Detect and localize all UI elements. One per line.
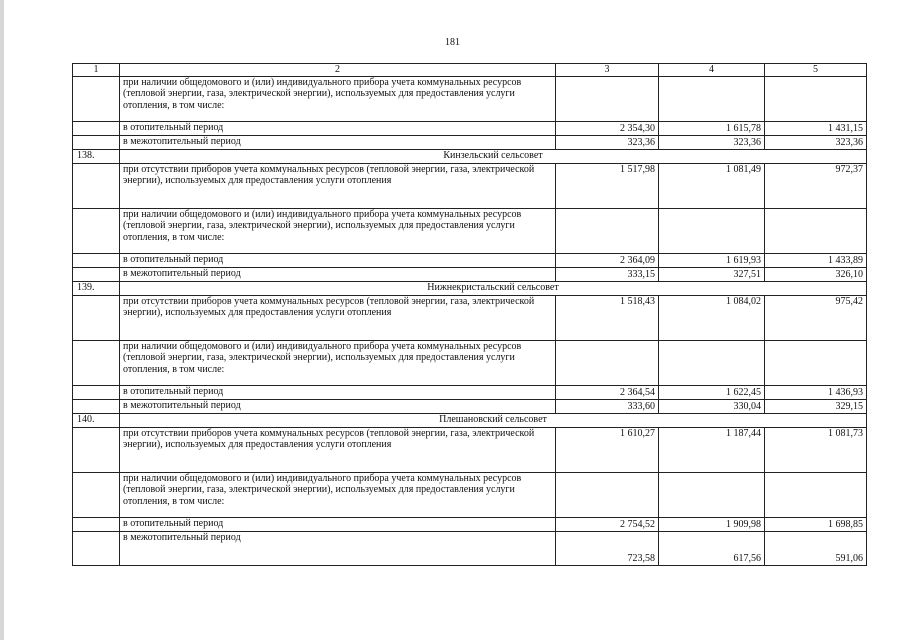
- value-col-4: 1 081,49: [659, 163, 765, 208]
- table-row: [73, 517, 867, 531]
- tariff-table: [72, 63, 867, 566]
- row-number: [73, 427, 120, 472]
- row-number: [73, 472, 120, 517]
- table-row: [73, 399, 867, 413]
- table-row: [73, 121, 867, 135]
- row-description: в отопительный период: [120, 385, 556, 399]
- value-col-4: [659, 76, 765, 121]
- value-col-3: 723,58: [556, 531, 659, 565]
- section-row: [73, 281, 867, 295]
- table-row: [73, 253, 867, 267]
- value-col-3: [556, 472, 659, 517]
- value-col-4: 1 187,44: [659, 427, 765, 472]
- value-col-5: 972,37: [765, 163, 867, 208]
- value-col-4: 1 909,98: [659, 517, 765, 531]
- row-number: [73, 295, 120, 340]
- value-col-5: [765, 76, 867, 121]
- table-row: [73, 135, 867, 149]
- value-col-5: [765, 472, 867, 517]
- row-description: в межотопительный период: [120, 531, 556, 565]
- value-col-3: 333,15: [556, 267, 659, 281]
- row-number: 139.: [73, 281, 120, 295]
- table-row: [73, 385, 867, 399]
- row-description: в отопительный период: [120, 517, 556, 531]
- row-number: [73, 531, 120, 565]
- header-col-3: 3: [556, 64, 659, 77]
- row-description: при отсутствии приборов учета коммунальных ресурсов (тепловой энергии, газа, электрической энергии), используемых для предоставления услуги отопления: [120, 295, 556, 340]
- value-col-4: 1 615,78: [659, 121, 765, 135]
- row-number: [73, 517, 120, 531]
- value-col-4: 617,56: [659, 531, 765, 565]
- section-row: [73, 413, 867, 427]
- header-col-5: 5: [765, 64, 867, 77]
- value-col-5: 591,06: [765, 531, 867, 565]
- row-description: в межотопительный период: [120, 267, 556, 281]
- table-body: [73, 76, 867, 565]
- row-number: [73, 76, 120, 121]
- section-title: Плешановский сельсовет: [120, 413, 867, 427]
- row-description: в отопительный период: [120, 253, 556, 267]
- row-number: [73, 253, 120, 267]
- page-number: 181: [445, 37, 460, 48]
- section-title: Нижнекристальский сельсовет: [120, 281, 867, 295]
- value-col-5: 1 431,15: [765, 121, 867, 135]
- row-number: [73, 208, 120, 253]
- row-description: в межотопительный период: [120, 399, 556, 413]
- header-row: [73, 64, 867, 77]
- table-row: [73, 472, 867, 517]
- row-number: [73, 163, 120, 208]
- row-description: при отсутствии приборов учета коммунальных ресурсов (тепловой энергии, газа, электрической энергии), используемых для предоставления услуги отопления: [120, 427, 556, 472]
- value-col-3: [556, 208, 659, 253]
- value-col-3: 333,60: [556, 399, 659, 413]
- row-description: при наличии общедомового и (или) индивидуального прибора учета коммунальных ресурсов (тепловой энергии, газа, электрической энергии), используемых для предоставления услуги отопления, в том числе:: [120, 76, 556, 121]
- value-col-4: [659, 340, 765, 385]
- row-description: при отсутствии приборов учета коммунальных ресурсов (тепловой энергии, газа, электрической энергии), используемых для предоставления услуги отопления: [120, 163, 556, 208]
- header-col-2: 2: [120, 64, 556, 77]
- table-row: [73, 163, 867, 208]
- value-col-3: 2 364,54: [556, 385, 659, 399]
- row-number: [73, 385, 120, 399]
- value-col-5: 1 081,73: [765, 427, 867, 472]
- table-row: [73, 267, 867, 281]
- scan-edge: [0, 0, 4, 640]
- row-number: [73, 399, 120, 413]
- value-col-5: 1 698,85: [765, 517, 867, 531]
- value-col-3: [556, 76, 659, 121]
- header-col-1: 1: [73, 64, 120, 77]
- value-col-4: 1 622,45: [659, 385, 765, 399]
- table-row: [73, 340, 867, 385]
- table-row: [73, 76, 867, 121]
- value-col-5: 329,15: [765, 399, 867, 413]
- row-number: [73, 135, 120, 149]
- value-col-4: 327,51: [659, 267, 765, 281]
- value-col-3: 2 754,52: [556, 517, 659, 531]
- table-row: [73, 531, 867, 565]
- value-col-4: 323,36: [659, 135, 765, 149]
- row-description: при наличии общедомового и (или) индивидуального прибора учета коммунальных ресурсов (тепловой энергии, газа, электрической энергии), используемых для предоставления услуги отопления, в том числе:: [120, 208, 556, 253]
- row-number: [73, 267, 120, 281]
- section-title: Кинзельский сельсовет: [120, 149, 867, 163]
- value-col-3: 323,36: [556, 135, 659, 149]
- row-description: при наличии общедомового и (или) индивидуального прибора учета коммунальных ресурсов (тепловой энергии, газа, электрической энергии), используемых для предоставления услуги отопления, в том числе:: [120, 340, 556, 385]
- row-description: в отопительный период: [120, 121, 556, 135]
- row-number: 140.: [73, 413, 120, 427]
- row-number: [73, 121, 120, 135]
- value-col-5: 326,10: [765, 267, 867, 281]
- row-number: 138.: [73, 149, 120, 163]
- value-col-4: 330,04: [659, 399, 765, 413]
- table-row: [73, 295, 867, 340]
- table-row: [73, 427, 867, 472]
- value-col-4: 1 084,02: [659, 295, 765, 340]
- row-description: при наличии общедомового и (или) индивидуального прибора учета коммунальных ресурсов (тепловой энергии, газа, электрической энергии), используемых для предоставления услуги отопления, в том числе:: [120, 472, 556, 517]
- value-col-5: 323,36: [765, 135, 867, 149]
- section-row: [73, 149, 867, 163]
- value-col-5: [765, 208, 867, 253]
- row-number: [73, 340, 120, 385]
- header-col-4: 4: [659, 64, 765, 77]
- value-col-4: [659, 472, 765, 517]
- value-col-3: [556, 340, 659, 385]
- value-col-4: [659, 208, 765, 253]
- value-col-5: 975,42: [765, 295, 867, 340]
- row-description: в межотопительный период: [120, 135, 556, 149]
- value-col-3: 1 517,98: [556, 163, 659, 208]
- value-col-3: 2 364,09: [556, 253, 659, 267]
- value-col-3: 1 610,27: [556, 427, 659, 472]
- value-col-3: 1 518,43: [556, 295, 659, 340]
- value-col-3: 2 354,30: [556, 121, 659, 135]
- table-row: [73, 208, 867, 253]
- value-col-5: 1 436,93: [765, 385, 867, 399]
- value-col-5: 1 433,89: [765, 253, 867, 267]
- value-col-5: [765, 340, 867, 385]
- value-col-4: 1 619,93: [659, 253, 765, 267]
